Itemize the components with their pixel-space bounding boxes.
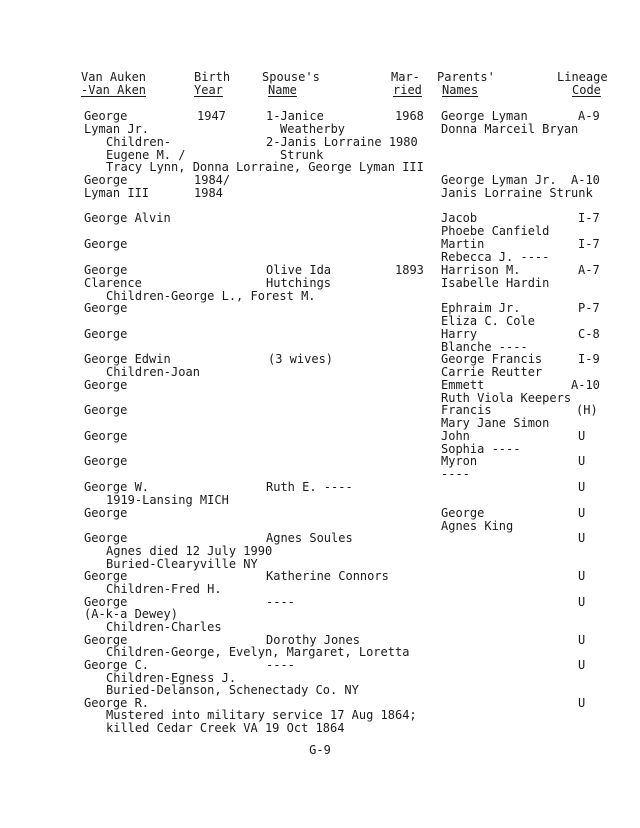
entry-name: George xyxy=(84,454,128,468)
entry-lineage-code: U xyxy=(578,454,586,468)
header-name-line2: -Van Aken xyxy=(81,83,147,97)
entry-parents: Agnes King xyxy=(441,519,514,533)
entry-parents: Myron xyxy=(441,454,478,468)
entry-parents: Phoebe Canfield xyxy=(441,224,550,238)
entry-spouse: 2-Janis Lorraine 1980 xyxy=(266,135,418,149)
entry-name: George R. xyxy=(84,696,150,710)
entry-note: Buried-Delanson, Schenectady Co. NY xyxy=(106,683,359,697)
header-birth-line2: Year xyxy=(194,83,223,97)
entry-lineage-code: U xyxy=(578,696,586,710)
entry-lineage-code: A-10 xyxy=(571,378,600,392)
entry-lineage-code: A-9 xyxy=(578,109,600,123)
entry-parents: Donna Marceil Bryan xyxy=(441,122,579,136)
entry-name: George xyxy=(84,237,128,251)
entry-lineage-code: U xyxy=(578,569,586,583)
header-lineage-line2: Code xyxy=(572,83,601,97)
entry-name: George xyxy=(84,531,128,545)
entry-note: Children-George L., Forest M. xyxy=(106,289,316,303)
entry-lineage-code: U xyxy=(578,429,586,443)
entry-lineage-code: C-8 xyxy=(578,327,600,341)
header-spouse-line1: Spouse's xyxy=(262,70,320,84)
entry-children: Eugene M. / xyxy=(106,148,186,162)
entry-parents: Emmett xyxy=(441,378,485,392)
entry-children: Children-Egness J. xyxy=(106,671,237,685)
entry-name: George Edwin xyxy=(84,352,171,366)
entry-name: George W. xyxy=(84,480,150,494)
header-birth-line1: Birth xyxy=(194,70,231,84)
entry-parents: Carrie Reutter xyxy=(441,365,543,379)
entry-name: George xyxy=(84,569,128,583)
entry-note: Children-George, Evelyn, Margaret, Loretta xyxy=(106,645,410,659)
entry-name: George xyxy=(84,378,128,392)
entry-parents: Martin xyxy=(441,237,485,251)
entry-spouse: Hutchings xyxy=(266,276,332,290)
entry-alias: (A-k-a Dewey) xyxy=(84,607,178,621)
entry-birth: 1947 xyxy=(197,109,226,123)
entry-parents: Francis xyxy=(441,403,492,417)
entry-lineage-code: I-7 xyxy=(578,211,600,225)
entry-note: Tracy Lynn, Donna Lorraine, George Lyman III xyxy=(106,160,424,174)
entry-parents: Harrison M. xyxy=(441,263,521,277)
entry-spouse: ---- xyxy=(266,658,295,672)
header-married-line1: Mar- xyxy=(391,70,420,84)
entry-spouse: (3 wives) xyxy=(268,352,334,366)
entry-spouse: Strunk xyxy=(280,148,324,162)
entry-parents: George Francis xyxy=(441,352,543,366)
entry-parents: Blanche ---- xyxy=(441,340,528,354)
entry-name: George xyxy=(84,633,128,647)
entry-lineage-code: U xyxy=(578,480,586,494)
entry-spouse: Katherine Connors xyxy=(266,569,389,583)
entry-parents: Isabelle Hardin xyxy=(441,276,550,290)
entry-parents: George xyxy=(441,506,485,520)
entry-parents: George Lyman xyxy=(441,109,528,123)
entry-spouse: Ruth E. ---- xyxy=(266,480,353,494)
entry-spouse: Olive Ida xyxy=(266,263,332,277)
entry-name: George Alvin xyxy=(84,211,171,225)
header-spouse-line2: Name xyxy=(268,83,297,97)
entry-married: 1893 xyxy=(395,263,424,277)
entry-lineage-code: A-10 xyxy=(571,173,600,187)
entry-name: Lyman Jr. xyxy=(84,122,150,136)
entry-parents: Harry xyxy=(441,327,478,341)
entry-parents: John xyxy=(441,429,470,443)
entry-lineage-code: I-7 xyxy=(578,237,600,251)
entry-lineage-code: A-7 xyxy=(578,263,600,277)
entry-birth: 1984/ xyxy=(194,173,231,187)
entry-parents: Ephraim Jr. xyxy=(441,301,521,315)
entry-spouse: Dorothy Jones xyxy=(266,633,360,647)
entry-parents: Jacob xyxy=(441,211,478,225)
entry-name: George xyxy=(84,263,128,277)
entry-spouse: Weatherby xyxy=(280,122,346,136)
entry-name: George xyxy=(84,301,128,315)
entry-children: Children-Fred H. xyxy=(106,582,222,596)
entry-name: George xyxy=(84,327,128,341)
entry-parents: Eliza C. Cole xyxy=(441,314,535,328)
entry-note: 1919-Lansing MICH xyxy=(106,493,229,507)
entry-name: George xyxy=(84,109,128,123)
entry-parents: Ruth Viola Keepers xyxy=(441,391,572,405)
entry-children: Children-Joan xyxy=(106,365,200,379)
entry-name: Clarence xyxy=(84,276,142,290)
header-parents-line2: Names xyxy=(442,83,479,97)
entry-note: Buried-Clearyville NY xyxy=(106,557,258,571)
entry-parents: Sophia ---- xyxy=(441,442,521,456)
entry-lineage-code: P-7 xyxy=(578,301,600,315)
entry-lineage-code: (H) xyxy=(576,403,598,417)
entry-name: Lyman III xyxy=(84,186,150,200)
entry-name: George xyxy=(84,595,128,609)
entry-parents: George Lyman Jr. xyxy=(441,173,557,187)
header-name-line1: Van Auken xyxy=(81,70,147,84)
header-parents-line1: Parents' xyxy=(437,70,495,84)
entry-spouse: ---- xyxy=(266,595,295,609)
entry-married: 1968 xyxy=(395,109,424,123)
entry-parents: ---- xyxy=(441,467,470,481)
header-lineage-line1: Lineage xyxy=(557,70,608,84)
entry-parents: Janis Lorraine Strunk xyxy=(441,186,593,200)
entry-birth: 1984 xyxy=(194,186,223,200)
entry-name: George xyxy=(84,429,128,443)
entry-spouse: Agnes Soules xyxy=(266,531,353,545)
entry-lineage-code: U xyxy=(578,633,586,647)
entry-spouse: 1-Janice xyxy=(266,109,324,123)
entry-name: George xyxy=(84,173,128,187)
header-married-line2: ried xyxy=(393,83,422,97)
entry-children: Children- xyxy=(106,135,172,149)
entry-lineage-code: U xyxy=(578,531,586,545)
entry-parents: Rebecca J. ---- xyxy=(441,250,550,264)
page-number: G-9 xyxy=(309,743,331,757)
entry-note: Mustered into military service 17 Aug 1864; xyxy=(106,708,417,722)
entry-lineage-code: U xyxy=(578,595,586,609)
entry-note: killed Cedar Creek VA 19 Oct 1864 xyxy=(106,721,345,735)
entry-note: Agnes died 12 July 1990 xyxy=(106,544,273,558)
entry-lineage-code: U xyxy=(578,506,586,520)
entry-lineage-code: I-9 xyxy=(578,352,600,366)
entry-children: Children-Charles xyxy=(106,620,222,634)
entry-lineage-code: U xyxy=(578,658,586,672)
entry-name: George xyxy=(84,506,128,520)
entry-name: George xyxy=(84,403,128,417)
entry-parents: Mary Jane Simon xyxy=(441,416,550,430)
entry-name: George C. xyxy=(84,658,150,672)
